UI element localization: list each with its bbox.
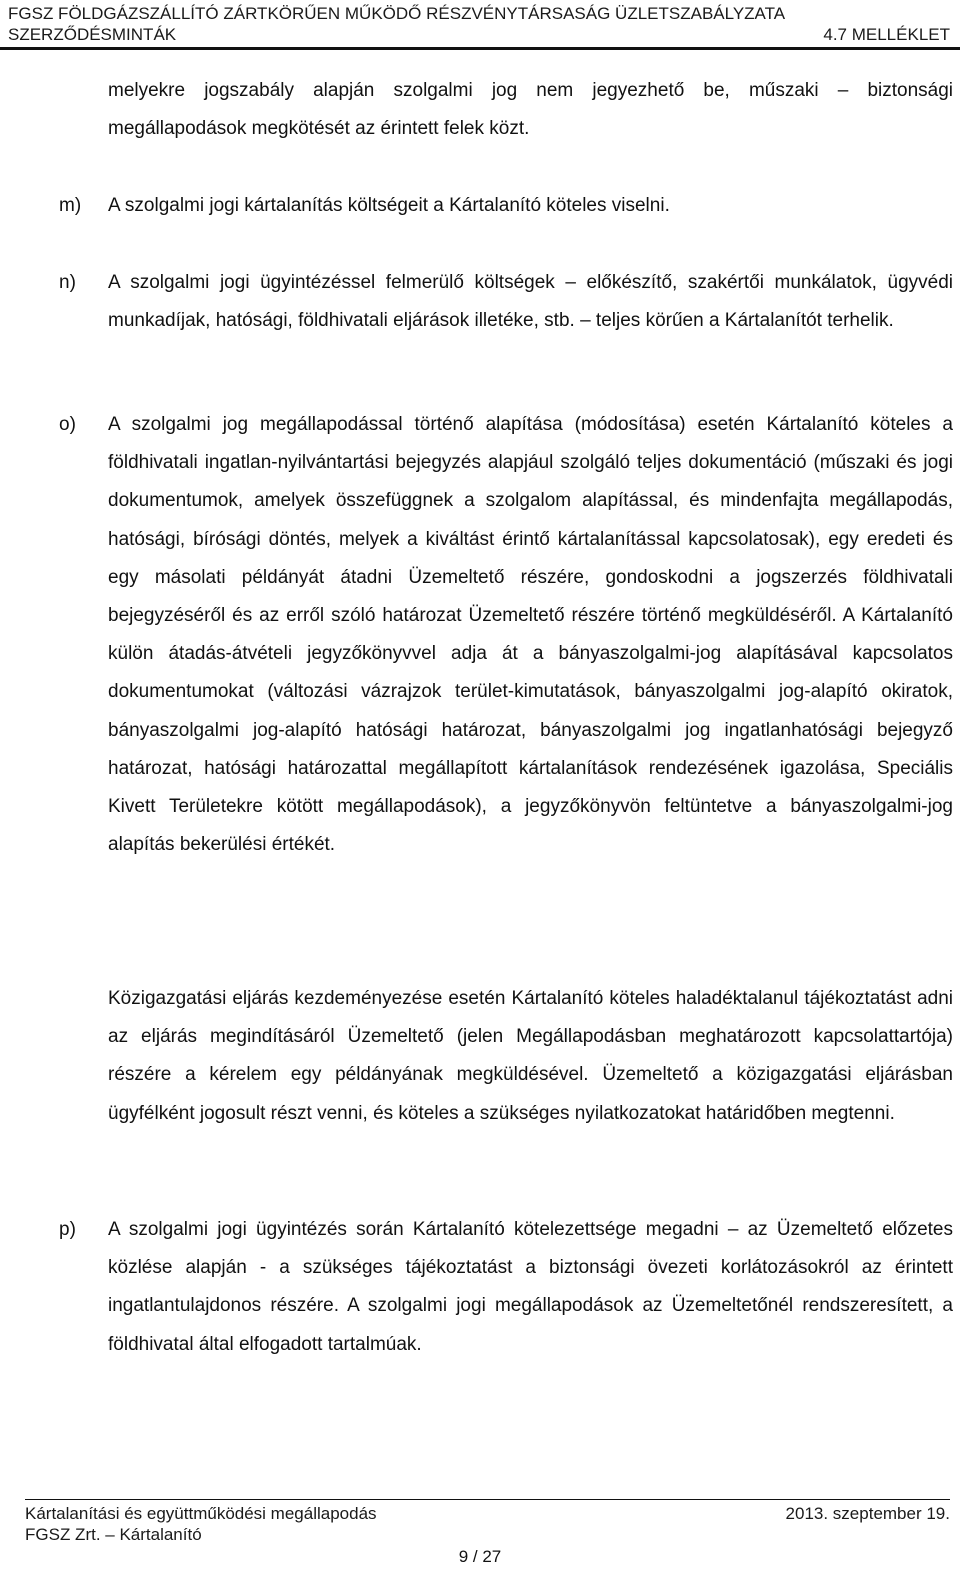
list-item-o [59,406,953,864]
header-company-title: FGSZ FÖLDGÁZSZÁLLÍTÓ ZÁRTKÖRŰEN MŰKÖDŐ RÉSZVÉNYTÁRSASÁG ÜZLETSZABÁLYZATA [8,4,786,23]
list-item-p [59,1211,953,1364]
header-rule [0,47,960,50]
footer-left [25,1503,377,1545]
list-text-p: A szolgalmi jogi ügyintézés során Kártalanító kötelezettsége megadni – az Üzemeltető előzetes közlése alapján - a szükséges tájékoztatást a biztonsági övezeti korlátozásokról az érintett ingatlantulajdonos részére. A szolgalmi jogi megállapodások az Üzemeltetőnél rendszeresített, a földhivatal által elfogadott tartalmúak. [108,1219,953,1355]
footer-rule [25,1499,950,1500]
header-row-2 [8,24,950,46]
list-text-m: A szolgalmi jogi kártalanítás költségeit a Kártalanító köteles viselni. [108,195,670,216]
list-marker-o: o) [59,414,76,435]
header-section-title: SZERZŐDÉSMINTÁK [8,25,177,44]
admin-procedure-paragraph: Közigazgatási eljárás kezdeményezése esetén Kártalanító köteles haladéktalanul tájékoztatást adni az eljárás megindításáról Üzemeltető (jelen Megállapodásban meghatározott kapcsolattartója) részére a kérelem egy példányának megküldésével. Üzemeltető a közigazgatási eljárásban ügyfélként jogosult részt venni, és köteles a szükséges nyilatkozatokat határidőben megtenni. [108,988,953,1124]
footer-document-title: Kártalanítási és együttműködési megállapodás [25,1504,377,1523]
footer-parties: FGSZ Zrt. – Kártalanító [25,1525,202,1544]
page-header [0,0,960,50]
header-row-1 [8,3,950,25]
list-item-n [59,264,953,340]
list-text-n: A szolgalmi jogi ügyintézéssel felmerülő költségek – előkészítő, szakértői munkálatok, ügyvédi munkadíjak, hatósági, földhivatali eljárások illetéke, stb. – teljes körűen a Kártalanítót terhelik. [108,272,953,332]
list-marker-m: m) [59,195,82,216]
list-item-m [59,187,953,225]
continuation-paragraph: melyekre jogszabály alapján szolgalmi jog nem jegyezhető be, műszaki – biztonsági megállapodások megkötését az érintett felek közt. [108,80,953,140]
page-number: 9 / 27 [458,1547,502,1566]
list-marker-p: p) [59,1219,76,1240]
header-annex-label: 4.7 MELLÉKLET [823,25,950,44]
list-marker-n: n) [59,272,76,293]
footer-date: 2013. szeptember 19. [785,1504,950,1523]
list-text-o: A szolgalmi jog megállapodással történő alapítása (módosítása) esetén Kártalanító köteles a földhivatali ingatlan-nyilvántartási bejegyzés alapjául szolgáló teljes dokumentáció (műszaki és jogi dokumentumok, amelyek összefüggnek a szolgalom alapítással, és mindenfajta megállapodás, hatósági, bírósági döntés, melyek a kiváltást érintő kártalanítással kapcsolatosak), egy eredeti és egy másolati példányát átadni Üzemeltető részére, gondoskodni a jogszerzés földhivatali bejegyzéséről és az erről szóló határozat Üzemeltető részére történő megküldéséről. A Kártalanító külön átadás-átvételi jegyzőkönyvvel adja át a bányaszolgalmi-jog alapításával kapcsolatos dokumentumokat (változási vázrajzok terület-kimutatások, bányaszolgalmi jog-alapító okiratok, bányaszolgalmi jog-alapító hatósági határozat, bányaszolgalmi jog ingatlanhatósági bejegyző határozat, hatósági határozattal megállapított kártalanítások rendezésének igazolása, Speciális Kivett Területekre kötött megállapodások), a jegyzőkönyvön feltüntetve a bányaszolgalmi-jog alapítás bekerülési értékét. [108,414,953,856]
